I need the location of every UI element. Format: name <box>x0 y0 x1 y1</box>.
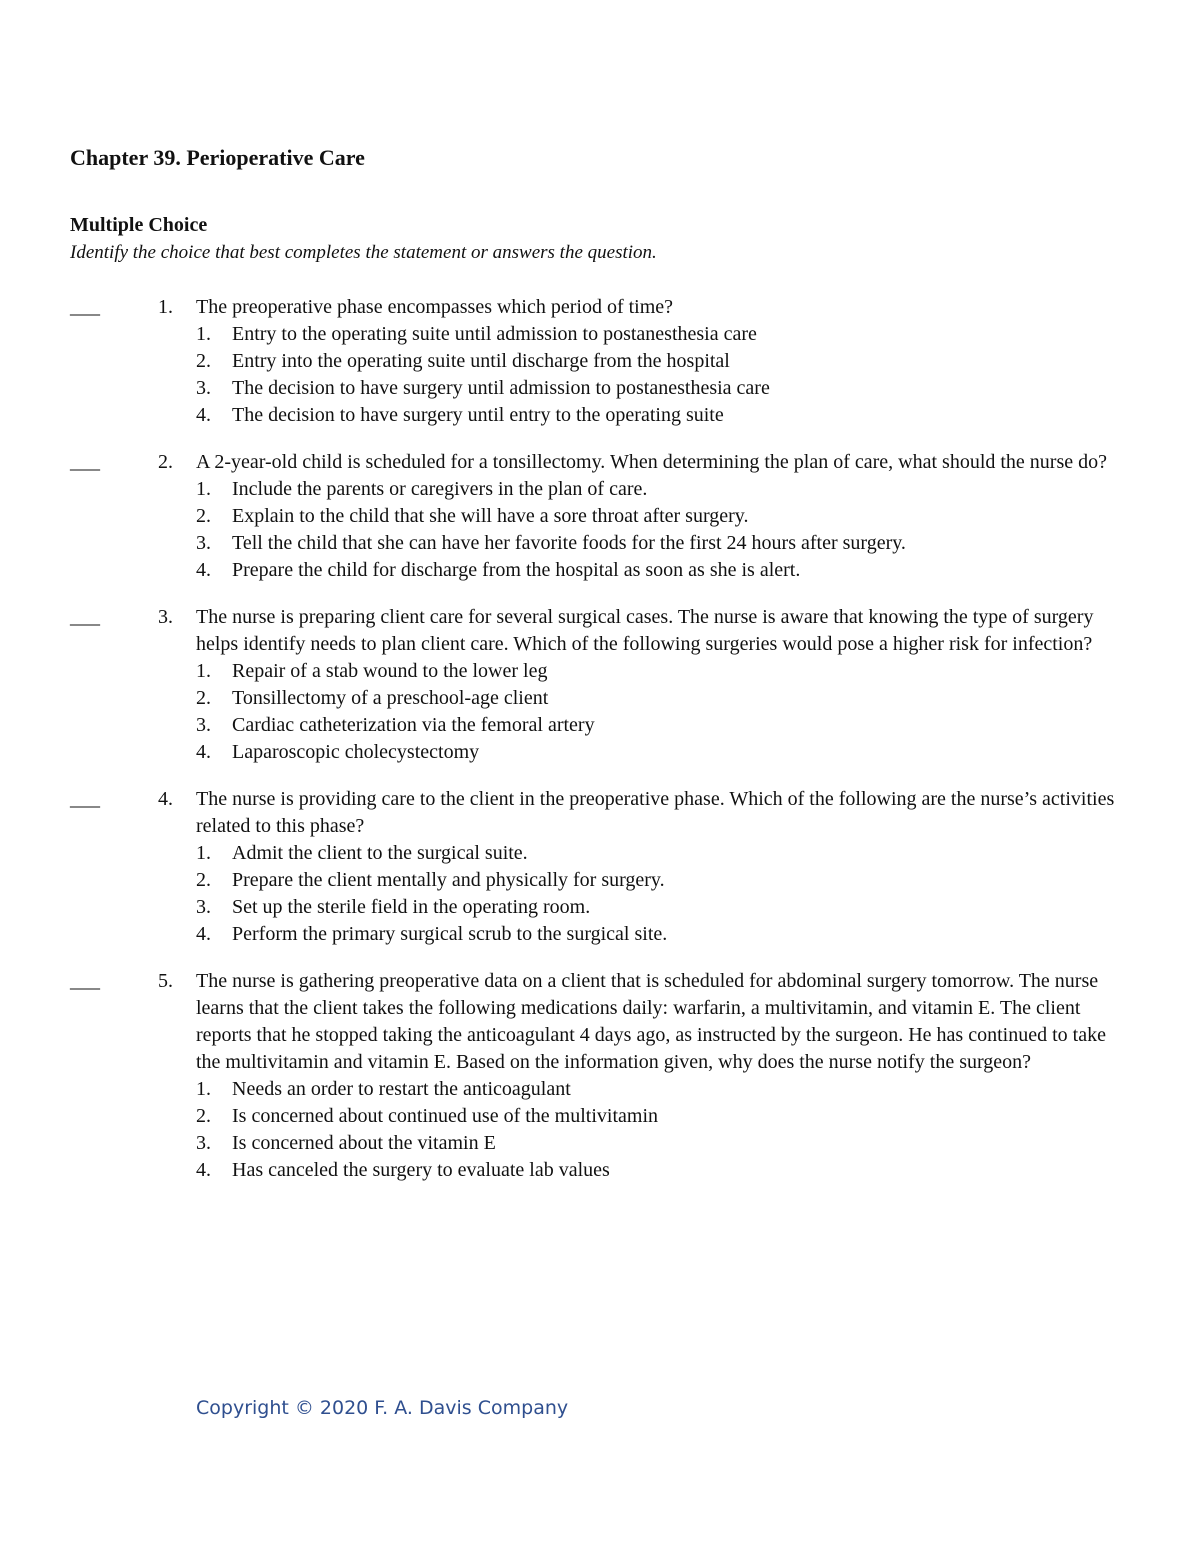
option-number: 3. <box>196 377 211 399</box>
section-heading: Multiple Choice <box>70 214 208 236</box>
option-text: Prepare the child for discharge from the hospital as soon as she is alert. <box>232 559 801 581</box>
option-text: Cardiac catheterization via the femoral artery <box>232 714 595 736</box>
answer-option <box>196 894 1130 921</box>
question-body <box>196 294 1130 429</box>
option-text: Perform the primary surgical scrub to the surgical site. <box>232 923 668 945</box>
option-text: Tonsillectomy of a preschool-age client <box>232 687 549 709</box>
answer-option <box>196 530 1130 557</box>
question-body <box>196 449 1130 584</box>
copyright-footer: Copyright © 2020 F. A. Davis Company <box>196 1397 569 1419</box>
option-number: 3. <box>196 532 211 554</box>
option-text: Tell the child that she can have her favorite foods for the first 24 hours after surgery. <box>232 532 906 554</box>
option-text: The decision to have surgery until entry to the operating suite <box>232 404 724 426</box>
option-number: 2. <box>196 350 211 372</box>
option-text: Entry to the operating suite until admission to postanesthesia care <box>232 323 757 345</box>
answer-option <box>196 685 1130 712</box>
option-number: 2. <box>196 1105 211 1127</box>
question-number: 5. <box>158 970 173 992</box>
answer-option <box>196 712 1130 739</box>
option-number: 1. <box>196 660 211 682</box>
answer-options <box>196 840 1130 948</box>
question-body <box>196 604 1130 766</box>
option-text: Set up the sterile field in the operating room. <box>232 896 591 918</box>
option-number: 3. <box>196 896 211 918</box>
question-body <box>196 786 1130 948</box>
answer-option <box>196 1130 1130 1157</box>
question-item <box>70 786 1130 948</box>
option-text: Is concerned about continued use of the multivitamin <box>232 1105 658 1127</box>
option-number: 1. <box>196 842 211 864</box>
answer-blank[interactable]: ___ <box>70 296 100 318</box>
answer-option <box>196 840 1130 867</box>
option-number: 4. <box>196 1159 211 1181</box>
answer-option <box>196 1103 1130 1130</box>
answer-option <box>196 921 1130 948</box>
answer-blank[interactable]: ___ <box>70 606 100 628</box>
chapter-title: Chapter 39. Perioperative Care <box>70 145 365 170</box>
option-number: 4. <box>196 559 211 581</box>
answer-option <box>196 1076 1130 1103</box>
question-stem: A 2-year-old child is scheduled for a tonsillectomy. When determining the plan of care, what should the nurse do? <box>196 451 1108 473</box>
question-item <box>70 449 1130 584</box>
answer-blank[interactable]: ___ <box>70 451 100 473</box>
question-item <box>70 294 1130 429</box>
option-text: Include the parents or caregivers in the plan of care. <box>232 478 648 500</box>
question-number: 1. <box>158 296 173 318</box>
option-text: The decision to have surgery until admission to postanesthesia care <box>232 377 770 399</box>
answer-option <box>196 348 1130 375</box>
option-text: Has canceled the surgery to evaluate lab values <box>232 1159 610 1181</box>
option-number: 1. <box>196 323 211 345</box>
question-item <box>70 968 1130 1184</box>
answer-option <box>196 503 1130 530</box>
answer-options <box>196 1076 1130 1184</box>
question-stem: The preoperative phase encompasses which period of time? <box>196 296 674 318</box>
answer-option <box>196 476 1130 503</box>
option-text: Laparoscopic cholecystectomy <box>232 741 480 763</box>
question-stem: The nurse is preparing client care for several surgical cases. The nurse is aware that knowing the type of surgery helps identify needs to plan client care. Which of the following surgeries would pose a higher risk for infection? <box>196 606 1094 655</box>
answer-blank[interactable]: ___ <box>70 970 100 992</box>
question-body <box>196 968 1130 1184</box>
option-number: 1. <box>196 478 211 500</box>
option-number: 4. <box>196 741 211 763</box>
answer-option <box>196 557 1130 584</box>
question-number: 2. <box>158 451 173 473</box>
option-text: Admit the client to the surgical suite. <box>232 842 528 864</box>
option-text: Entry into the operating suite until discharge from the hospital <box>232 350 730 372</box>
option-text: Is concerned about the vitamin E <box>232 1132 496 1154</box>
answer-blank[interactable]: ___ <box>70 788 100 810</box>
answer-option <box>196 402 1130 429</box>
answer-option <box>196 739 1130 766</box>
option-text: Explain to the child that she will have a sore throat after surgery. <box>232 505 749 527</box>
answer-option <box>196 321 1130 348</box>
question-list <box>70 294 1130 1204</box>
option-text: Repair of a stab wound to the lower leg <box>232 660 548 682</box>
question-number: 3. <box>158 606 173 628</box>
option-text: Needs an order to restart the anticoagulant <box>232 1078 571 1100</box>
option-text: Prepare the client mentally and physically for surgery. <box>232 869 665 891</box>
option-number: 2. <box>196 869 211 891</box>
answer-option <box>196 1157 1130 1184</box>
answer-option <box>196 867 1130 894</box>
answer-options <box>196 476 1130 584</box>
option-number: 3. <box>196 1132 211 1154</box>
answer-option <box>196 658 1130 685</box>
section-instructions: Identify the choice that best completes the statement or answers the question. <box>70 242 657 263</box>
answer-option <box>196 375 1130 402</box>
question-stem: The nurse is gathering preoperative data on a client that is scheduled for abdominal surgery tomorrow. The nurse learns that the client takes the following medications daily: warfarin, a multivitamin, and vitamin E. The client reports that he stopped taking the anticoagulant 4 days ago, as instructed by the surgeon. He has continued to take the multivitamin and vitamin E. Based on the information given, why does the nurse notify the surgeon? <box>196 970 1106 1073</box>
option-number: 1. <box>196 1078 211 1100</box>
answer-options <box>196 321 1130 429</box>
option-number: 3. <box>196 714 211 736</box>
option-number: 2. <box>196 687 211 709</box>
question-number: 4. <box>158 788 173 810</box>
question-stem: The nurse is providing care to the client in the preoperative phase. Which of the following are the nurse’s activities related to this phase? <box>196 788 1115 837</box>
option-number: 4. <box>196 404 211 426</box>
question-item <box>70 604 1130 766</box>
option-number: 2. <box>196 505 211 527</box>
option-number: 4. <box>196 923 211 945</box>
answer-options <box>196 658 1130 766</box>
